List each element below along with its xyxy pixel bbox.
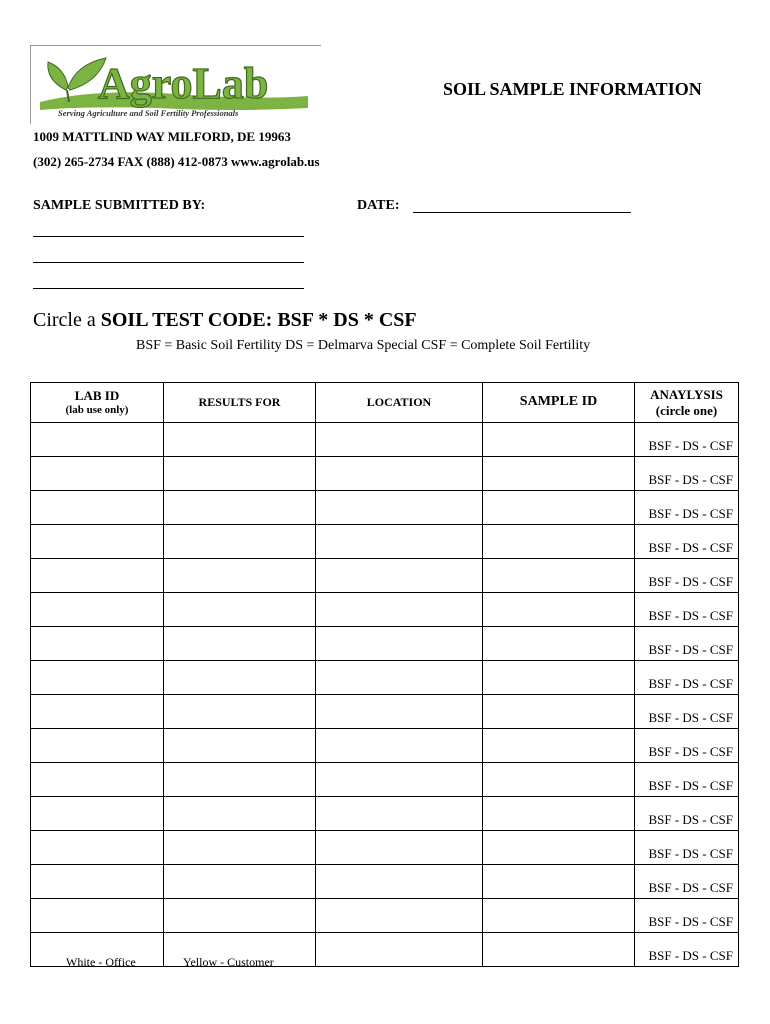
location-cell[interactable]	[316, 559, 483, 593]
results-for-cell[interactable]	[164, 763, 316, 797]
address-line: 1009 MATTLIND WAY MILFORD, DE 19963	[33, 129, 291, 144]
soil-test-legend: BSF = Basic Soil Fertility DS = Delmarva Special CSF = Complete Soil Fertility	[136, 338, 591, 353]
table-row	[31, 899, 739, 933]
table-row	[31, 865, 739, 899]
analysis-options-cell[interactable]: BSF - DS - CSF	[635, 729, 739, 763]
lab-id-cell[interactable]	[31, 695, 164, 729]
lab-id-cell[interactable]	[31, 593, 164, 627]
results-for-cell[interactable]	[164, 525, 316, 559]
sample-id-cell[interactable]	[483, 423, 635, 457]
analysis-options-cell[interactable]: BSF - DS - CSF	[635, 831, 739, 865]
form-title: SOIL SAMPLE INFORMATION	[443, 79, 702, 99]
analysis-options-cell[interactable]: BSF - DS - CSF	[635, 933, 739, 967]
soil-test-code-instruction	[33, 309, 417, 332]
lab-id-cell[interactable]	[31, 831, 164, 865]
analysis-options-cell[interactable]: BSF - DS - CSF	[635, 593, 739, 627]
analysis-options-cell[interactable]: BSF - DS - CSF	[635, 627, 739, 661]
lab-id-cell[interactable]	[31, 865, 164, 899]
analysis-options-cell[interactable]: BSF - DS - CSF	[635, 899, 739, 933]
location-cell[interactable]	[316, 491, 483, 525]
soil-test-codes[interactable]: SOIL TEST CODE: BSF * DS * CSF	[100, 309, 417, 331]
location-cell[interactable]	[316, 593, 483, 627]
analysis-options-cell[interactable]: BSF - DS - CSF	[635, 491, 739, 525]
results-for-cell[interactable]	[164, 491, 316, 525]
analysis-options-cell[interactable]: BSF - DS - CSF	[635, 695, 739, 729]
table-row	[31, 729, 739, 763]
col-header-results-for: RESULTS FOR	[164, 383, 316, 423]
location-cell[interactable]	[316, 797, 483, 831]
copy-yellow-customer: Yellow - Customer	[183, 955, 274, 969]
sample-id-cell[interactable]	[483, 457, 635, 491]
analysis-options-cell[interactable]: BSF - DS - CSF	[635, 865, 739, 899]
results-for-cell[interactable]	[164, 661, 316, 695]
sample-id-cell[interactable]	[483, 593, 635, 627]
lab-id-cell[interactable]	[31, 661, 164, 695]
table-row	[31, 457, 739, 491]
col-header-lab-id	[31, 383, 164, 423]
table-header-row	[31, 383, 739, 423]
lab-id-cell[interactable]	[31, 797, 164, 831]
logo-brand-text: AgroLab	[98, 59, 269, 108]
soil-test-prefix: Circle a	[33, 309, 101, 331]
analysis-options-cell[interactable]: BSF - DS - CSF	[635, 559, 739, 593]
location-cell[interactable]	[316, 423, 483, 457]
results-for-cell[interactable]	[164, 695, 316, 729]
location-cell[interactable]	[316, 729, 483, 763]
table-row	[31, 695, 739, 729]
location-cell[interactable]	[316, 525, 483, 559]
sample-id-cell[interactable]	[483, 525, 635, 559]
lab-id-cell[interactable]	[31, 627, 164, 661]
table-row	[31, 797, 739, 831]
sample-id-cell[interactable]	[483, 763, 635, 797]
lab-id-cell[interactable]	[31, 763, 164, 797]
lab-id-cell[interactable]	[31, 899, 164, 933]
table-row	[31, 831, 739, 865]
submitted-by-line-2[interactable]	[33, 262, 304, 263]
lab-id-cell[interactable]	[31, 423, 164, 457]
sample-table	[30, 382, 739, 967]
analysis-options-cell[interactable]: BSF - DS - CSF	[635, 423, 739, 457]
sample-id-cell[interactable]	[483, 559, 635, 593]
analysis-options-cell[interactable]: BSF - DS - CSF	[635, 661, 739, 695]
submitted-by-line-1[interactable]	[33, 236, 304, 237]
col-header-sample-id: SAMPLE ID	[483, 383, 635, 423]
lab-id-cell[interactable]	[31, 491, 164, 525]
analysis-note: (circle one)	[655, 402, 718, 418]
analysis-label: ANAYLYSIS	[650, 386, 723, 402]
location-cell[interactable]	[316, 831, 483, 865]
copy-white-office: White - Office	[66, 955, 136, 969]
results-for-cell[interactable]	[164, 865, 316, 899]
results-for-cell[interactable]	[164, 559, 316, 593]
location-cell[interactable]	[316, 457, 483, 491]
submitted-by-label: SAMPLE SUBMITTED BY:	[33, 198, 206, 213]
submitted-by-line-3[interactable]	[33, 288, 304, 289]
results-for-cell[interactable]	[164, 831, 316, 865]
location-cell[interactable]	[316, 865, 483, 899]
lab-id-cell[interactable]	[31, 525, 164, 559]
logo-tagline: Serving Agriculture and Soil Fertility Professionals	[58, 108, 239, 118]
results-for-cell[interactable]	[164, 729, 316, 763]
results-for-cell[interactable]	[164, 423, 316, 457]
results-for-cell[interactable]	[164, 457, 316, 491]
table-row	[31, 559, 739, 593]
table-row	[31, 593, 739, 627]
analysis-options-cell[interactable]: BSF - DS - CSF	[635, 797, 739, 831]
results-for-cell[interactable]	[164, 899, 316, 933]
results-for-cell[interactable]	[164, 627, 316, 661]
lab-id-note: (lab use only)	[65, 403, 129, 416]
table-row	[31, 423, 739, 457]
lab-id-label: LAB ID	[74, 388, 120, 404]
results-for-cell[interactable]	[164, 593, 316, 627]
analysis-options-cell[interactable]: BSF - DS - CSF	[635, 457, 739, 491]
table-row	[31, 933, 739, 967]
results-for-cell[interactable]	[164, 797, 316, 831]
col-header-location: LOCATION	[316, 383, 483, 423]
analysis-options-cell[interactable]: BSF - DS - CSF	[635, 525, 739, 559]
date-label: DATE:	[357, 198, 400, 213]
sample-id-cell[interactable]	[483, 661, 635, 695]
location-cell[interactable]	[316, 763, 483, 797]
sample-id-cell[interactable]	[483, 831, 635, 865]
location-cell[interactable]	[316, 933, 483, 967]
location-cell[interactable]	[316, 627, 483, 661]
contact-line: (302) 265-2734 FAX (888) 412-0873 www.agrolab.us	[33, 154, 320, 169]
sample-id-cell[interactable]	[483, 933, 635, 967]
analysis-options-cell[interactable]: BSF - DS - CSF	[635, 763, 739, 797]
sample-id-cell[interactable]	[483, 899, 635, 933]
table-row	[31, 627, 739, 661]
sample-id-cell[interactable]	[483, 627, 635, 661]
sample-id-cell[interactable]	[483, 797, 635, 831]
sample-id-cell[interactable]	[483, 491, 635, 525]
table-row	[31, 661, 739, 695]
sample-id-cell[interactable]	[483, 865, 635, 899]
lab-id-cell[interactable]	[31, 559, 164, 593]
table-row	[31, 763, 739, 797]
sample-id-cell[interactable]	[483, 695, 635, 729]
table-row	[31, 491, 739, 525]
location-cell[interactable]	[316, 661, 483, 695]
col-header-analysis	[635, 383, 739, 423]
location-cell[interactable]	[316, 695, 483, 729]
lab-id-cell[interactable]	[31, 457, 164, 491]
location-cell[interactable]	[316, 899, 483, 933]
table-row	[31, 525, 739, 559]
sample-id-cell[interactable]	[483, 729, 635, 763]
logo-leaf-left	[48, 62, 68, 90]
date-field[interactable]	[413, 212, 631, 213]
lab-id-cell[interactable]	[31, 729, 164, 763]
